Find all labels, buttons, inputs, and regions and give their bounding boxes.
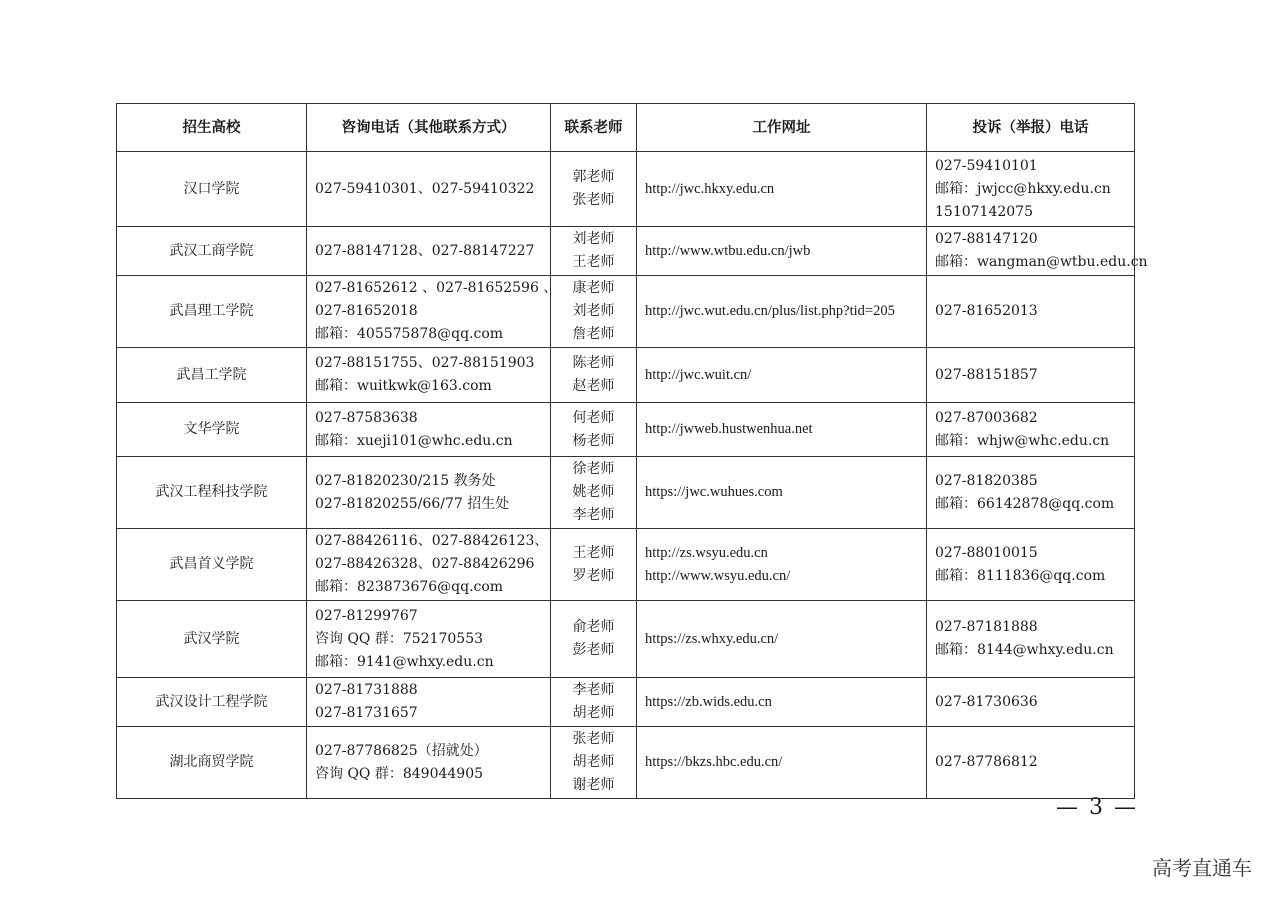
url-cell [637,403,927,457]
url-cell [637,152,927,227]
complaint-cell-line: 027-59410101 [935,157,1038,174]
teacher-cell [551,601,637,678]
phone-cell [307,276,558,348]
complaint-cell-line: 027-87786812 [935,754,1038,770]
url-cell-line: http://jwc.wut.edu.cn/plus/list.php?tid=205 [645,303,895,319]
complaint-cell [927,727,1135,799]
url-cell [637,678,927,727]
complaint-cell-line: 027-87003682 [935,409,1038,426]
teacher-cell [551,276,637,348]
table-row [117,457,1135,529]
teacher-cell-line: 赵老师 [572,378,615,394]
teacher-cell [551,727,637,799]
teacher-cell-line: 彭老师 [572,642,615,658]
phone-cell-line: 027-87583638 [315,409,418,426]
phone-cell [307,727,551,799]
complaint-cell-line: 邮箱：wangman@wtbu.edu.cn [935,254,1148,270]
complaint-cell-line: 邮箱：8144@whxy.edu.cn [935,642,1114,658]
url-cell-line: https://jwc.wuhues.com [645,484,783,500]
phone-cell-line: 邮箱：xueji101@whc.edu.cn [315,432,513,449]
header-teacher: 联系老师 [551,104,637,152]
header-url: 工作网址 [637,104,927,152]
teacher-cell-line: 徐老师 [572,461,615,477]
phone-cell [307,348,551,403]
watermark: 高考直通车 [1152,856,1252,880]
url-cell [637,457,927,529]
school-cell: 武汉工商学院 [117,227,307,276]
phone-cell [307,227,551,276]
teacher-cell-line: 谢老师 [572,777,615,793]
school-cell: 汉口学院 [117,152,307,227]
phone-cell [307,403,551,457]
teacher-cell-line: 张老师 [572,192,615,208]
table-row [117,601,1135,678]
contact-table [116,103,1148,799]
teacher-cell-line: 俞老师 [572,619,615,635]
school-cell: 武汉设计工程学院 [117,678,307,727]
table-row [117,227,1135,276]
teacher-cell [551,152,637,227]
phone-cell [307,529,551,601]
complaint-cell [927,601,1135,678]
url-cell [637,601,927,678]
url-cell [637,227,927,276]
complaint-cell-line: 邮箱：jwjcc@hkxy.edu.cn [935,180,1111,197]
teacher-cell [551,457,637,529]
url-cell-line: http://jwc.wuit.cn/ [645,366,752,383]
phone-cell [307,152,551,227]
phone-cell-line: 027-81820230/215 教务处 [315,472,496,489]
complaint-cell [927,457,1135,529]
url-cell-line: http://jwc.hkxy.edu.cn [645,180,775,197]
complaint-cell [927,227,1148,276]
complaint-cell [927,403,1135,457]
teacher-cell [551,403,637,457]
teacher-cell [551,678,637,727]
url-cell [637,529,927,601]
url-cell [637,276,927,348]
complaint-cell [927,529,1135,601]
teacher-cell [551,529,637,601]
url-cell-line: http://www.wsyu.edu.cn/ [645,567,791,584]
school-cell: 武汉工程科技学院 [117,457,307,529]
complaint-cell [927,678,1135,727]
table-row [117,348,1135,403]
page-number: — 3 — [1056,795,1138,820]
phone-cell-line: 027-81820255/66/77 招生处 [315,495,510,512]
table-body [117,152,1148,799]
school-cell: 武昌理工学院 [117,276,307,348]
teacher-cell-line: 张老师 [572,731,615,747]
url-cell-line: http://jwweb.hustwenhua.net [645,421,813,437]
complaint-cell-line: 邮箱：66142878@qq.com [935,495,1115,512]
url-cell-line: http://www.wtbu.edu.cn/jwb [645,242,811,259]
phone-cell-line: 邮箱：wuitkwk@163.com [315,378,492,394]
header-phone: 咨询电话（其他联系方式） [307,104,551,152]
header-school: 招生高校 [117,104,307,152]
url-cell-line: http://zs.wsyu.edu.cn [645,544,768,561]
table-header [117,104,1135,152]
teacher-cell [551,227,637,276]
complaint-cell-line: 邮箱：8111836@qq.com [935,567,1106,584]
teacher-cell-line: 郭老师 [572,169,615,185]
phone-cell-line: 咨询 QQ 群：849044905 [315,765,484,782]
phone-cell [307,678,551,727]
complaint-cell [927,348,1135,403]
table-row [117,152,1135,227]
complaint-cell [927,276,1135,348]
teacher-cell-line: 姚老师 [572,484,615,500]
phone-cell-line: 027-59410301、027-59410322 [315,180,535,197]
phone-cell-line: 027-88426116、027-88426123、 [315,533,549,549]
complaint-cell-line: 027-81820385 [935,472,1038,489]
phone-cell [307,601,551,678]
complaint-cell-line: 邮箱：whjw@whc.edu.cn [935,432,1110,449]
teacher-cell-line: 李老师 [572,507,615,523]
phone-cell-line: 027-81731657 [315,705,418,721]
phone-cell-line: 邮箱：405575878@qq.com [315,326,504,342]
complaint-cell-line: 027-81652013 [935,303,1038,319]
table-row [117,403,1135,457]
table-row [117,678,1135,727]
teacher-cell-line: 何老师 [572,409,615,426]
url-cell [637,348,927,403]
url-cell-line: https://zs.whxy.edu.cn/ [645,630,779,647]
complaint-cell-line: 027-87181888 [935,619,1038,635]
url-cell-line: https://bkzs.hbc.edu.cn/ [645,754,783,770]
complaint-cell-line: 027-88010015 [935,544,1038,561]
complaint-cell-line: 027-81730636 [935,693,1038,710]
phone-cell-line: 027-88151755、027-88151903 [315,355,535,371]
school-cell: 文华学院 [117,403,307,457]
url-cell [637,727,927,799]
phone-cell-line: 邮箱：9141@whxy.edu.cn [315,653,494,670]
complaint-cell-line: 027-88147120 [935,231,1038,247]
table-row [117,529,1135,601]
teacher-cell-line: 陈老师 [572,355,615,371]
teacher-cell-line: 李老师 [572,682,615,698]
school-cell: 湖北商贸学院 [117,727,307,799]
school-cell: 武汉学院 [117,601,307,678]
phone-cell-line: 027-88426328、027-88426296 [315,556,535,572]
complaint-cell-line: 027-88151857 [935,366,1038,383]
phone-cell [307,457,551,529]
school-cell: 武昌首义学院 [117,529,307,601]
phone-cell-line: 027-81652612 、027-81652596 、 [315,280,558,296]
complaint-cell [927,152,1135,227]
teacher-cell [551,348,637,403]
teacher-cell-line: 胡老师 [572,754,615,770]
url-cell-line: https://zb.wids.edu.cn [645,693,772,710]
table-row [117,276,1135,348]
teacher-cell-line: 康老师 [572,280,615,296]
complaint-cell-line: 15107142075 [935,203,1033,220]
phone-cell-line: 027-87786825（招就处） [315,742,488,759]
phone-cell-line: 咨询 QQ 群：752170553 [315,630,484,647]
teacher-cell-line: 刘老师 [572,231,615,247]
header-complaint: 投诉（举报）电话 [927,104,1135,152]
phone-cell-line: 027-88147128、027-88147227 [315,242,535,259]
phone-cell-line: 邮箱：823873676@qq.com [315,579,504,595]
teacher-cell-line: 罗老师 [572,567,615,584]
teacher-cell-line: 詹老师 [572,326,615,342]
phone-cell-line: 027-81731888 [315,682,418,698]
school-cell: 武昌工学院 [117,348,307,403]
teacher-cell-line: 刘老师 [572,303,615,319]
teacher-cell-line: 王老师 [572,544,615,561]
teacher-cell-line: 王老师 [572,254,615,270]
phone-cell-line: 027-81299767 [315,607,418,624]
table-row [117,727,1135,799]
teacher-cell-line: 杨老师 [572,432,615,449]
teacher-cell-line: 胡老师 [572,705,615,721]
phone-cell-line: 027-81652018 [315,303,418,319]
